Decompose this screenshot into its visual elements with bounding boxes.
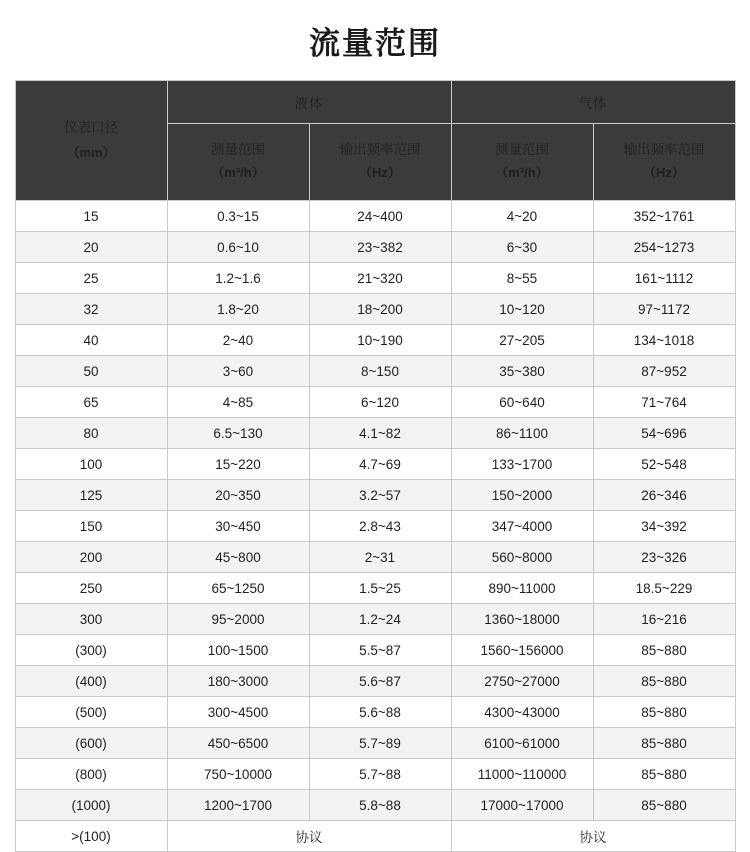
table-row	[15, 480, 735, 511]
cell-liquid-measure-range: 15~220	[167, 449, 309, 480]
header-meter-size	[15, 81, 167, 201]
cell-liquid-output-frequency: 5.6~88	[309, 697, 451, 728]
cell-liquid-output-frequency: 18~200	[309, 294, 451, 325]
cell-gas-output-frequency: 23~326	[593, 542, 735, 573]
cell-liquid-output-frequency: 5.8~88	[309, 790, 451, 821]
cell-liquid-measure-range: 180~3000	[167, 666, 309, 697]
cell-gas-output-frequency: 26~346	[593, 480, 735, 511]
table-row	[15, 511, 735, 542]
table-row	[15, 387, 735, 418]
cell-meter-size: (300)	[15, 635, 167, 666]
cell-liquid-output-frequency: 24~400	[309, 201, 451, 232]
header-liquid-output-frequency-label: 输出频率范围	[339, 142, 421, 158]
header-liquid-measure-range-unit: （m³/h）	[211, 165, 265, 181]
header-liquid-output-frequency-unit: （Hz）	[359, 165, 401, 181]
cell-liquid-output-frequency: 2~31	[309, 542, 451, 573]
cell-liquid-measure-range: 0.3~15	[167, 201, 309, 232]
cell-gas-measure-range: 1560~156000	[451, 635, 593, 666]
table-row	[15, 201, 735, 232]
cell-meter-size: 125	[15, 480, 167, 511]
table-row	[15, 821, 735, 852]
cell-meter-size: (1000)	[15, 790, 167, 821]
cell-gas-output-frequency: 34~392	[593, 511, 735, 542]
cell-meter-size: 100	[15, 449, 167, 480]
header-gas-output-frequency	[593, 124, 735, 201]
cell-liquid-output-frequency: 5.6~87	[309, 666, 451, 697]
cell-meter-size: 250	[15, 573, 167, 604]
cell-liquid-output-frequency: 4.1~82	[309, 418, 451, 449]
cell-liquid-output-frequency: 6~120	[309, 387, 451, 418]
cell-liquid-output-frequency: 3.2~57	[309, 480, 451, 511]
flow-range-table	[15, 80, 736, 852]
cell-gas-output-frequency: 85~880	[593, 790, 735, 821]
cell-liquid-measure-range: 45~800	[167, 542, 309, 573]
table-row	[15, 759, 735, 790]
cell-gas-output-frequency: 254~1273	[593, 232, 735, 263]
cell-gas-measure-range: 10~120	[451, 294, 593, 325]
cell-meter-size: 300	[15, 604, 167, 635]
cell-gas-measure-range: 8~55	[451, 263, 593, 294]
cell-meter-size: 200	[15, 542, 167, 573]
cell-liquid-measure-range: 65~1250	[167, 573, 309, 604]
cell-gas-output-frequency: 85~880	[593, 728, 735, 759]
cell-liquid-measure-range: 0.6~10	[167, 232, 309, 263]
cell-meter-size: 50	[15, 356, 167, 387]
cell-gas-output-frequency: 54~696	[593, 418, 735, 449]
cell-meter-size: 32	[15, 294, 167, 325]
cell-meter-size: 25	[15, 263, 167, 294]
cell-liquid-output-frequency: 8~150	[309, 356, 451, 387]
table-row	[15, 542, 735, 573]
cell-gas-measure-range: 27~205	[451, 325, 593, 356]
cell-liquid-output-frequency: 4.7~69	[309, 449, 451, 480]
table-head	[15, 81, 735, 201]
cell-gas-measure-range: 17000~17000	[451, 790, 593, 821]
cell-gas-output-frequency: 85~880	[593, 666, 735, 697]
table-row	[15, 635, 735, 666]
cell-liquid-output-frequency: 21~320	[309, 263, 451, 294]
table-header-row-groups	[15, 81, 735, 124]
cell-liquid-measure-range: 750~10000	[167, 759, 309, 790]
header-gas-measure-range-label: 测量范围	[495, 142, 549, 158]
cell-liquid-measure-range: 6.5~130	[167, 418, 309, 449]
header-group-liquid: 液体	[167, 81, 451, 124]
cell-meter-size: 65	[15, 387, 167, 418]
cell-gas-measure-range: 133~1700	[451, 449, 593, 480]
table-row	[15, 449, 735, 480]
page-title: 流量范围	[309, 26, 441, 61]
cell-liquid-output-frequency: 5.5~87	[309, 635, 451, 666]
cell-gas-measure-range: 4~20	[451, 201, 593, 232]
cell-gas-output-frequency: 161~1112	[593, 263, 735, 294]
cell-gas-output-frequency: 85~880	[593, 635, 735, 666]
table-row	[15, 666, 735, 697]
cell-meter-size: 40	[15, 325, 167, 356]
cell-gas-measure-range: 86~1100	[451, 418, 593, 449]
cell-liquid-measure-range: 30~450	[167, 511, 309, 542]
cell-liquid-measure-range: 4~85	[167, 387, 309, 418]
cell-liquid-measure-range: 1.2~1.6	[167, 263, 309, 294]
header-group-gas: 气体	[451, 81, 735, 124]
header-gas-measure-range	[451, 124, 593, 201]
cell-liquid-measure-range: 1.8~20	[167, 294, 309, 325]
cell-gas-output-frequency: 97~1172	[593, 294, 735, 325]
table-row	[15, 294, 735, 325]
table-row	[15, 418, 735, 449]
header-liquid-measure-range	[167, 124, 309, 201]
cell-liquid-measure-range: 2~40	[167, 325, 309, 356]
header-liquid-output-frequency	[309, 124, 451, 201]
cell-meter-size: (500)	[15, 697, 167, 728]
cell-gas-measure-range: 11000~110000	[451, 759, 593, 790]
cell-liquid-measure-range: 20~350	[167, 480, 309, 511]
cell-gas-output-frequency: 71~764	[593, 387, 735, 418]
cell-meter-size: (400)	[15, 666, 167, 697]
cell-gas-measure-range: 6~30	[451, 232, 593, 263]
cell-liquid-measure-range: 95~2000	[167, 604, 309, 635]
header-gas-output-frequency-label: 输出频率范围	[623, 142, 705, 158]
cell-gas-output-frequency: 18.5~229	[593, 573, 735, 604]
cell-liquid-measure-range: 1200~1700	[167, 790, 309, 821]
cell-liquid-output-frequency: 2.8~43	[309, 511, 451, 542]
cell-gas-output-frequency: 352~1761	[593, 201, 735, 232]
cell-meter-size: (800)	[15, 759, 167, 790]
cell-liquid-measure-range: 100~1500	[167, 635, 309, 666]
header-meter-size-unit: （mm）	[66, 144, 116, 160]
cell-gas-output-frequency: 85~880	[593, 697, 735, 728]
header-meter-size-label: 仪表口径	[64, 120, 118, 136]
cell-gas-measure-range: 2750~27000	[451, 666, 593, 697]
table-row	[15, 325, 735, 356]
table-row	[15, 728, 735, 759]
cell-gas-measure-range: 60~640	[451, 387, 593, 418]
table-row	[15, 790, 735, 821]
cell-liquid-output-frequency: 5.7~89	[309, 728, 451, 759]
cell-liquid-output-frequency: 1.5~25	[309, 573, 451, 604]
cell-meter-size: 150	[15, 511, 167, 542]
cell-meter-size: (600)	[15, 728, 167, 759]
cell-liquid-output-frequency: 23~382	[309, 232, 451, 263]
header-gas-output-frequency-unit: （Hz）	[643, 165, 685, 181]
cell-liquid-output-frequency: 1.2~24	[309, 604, 451, 635]
cell-gas-output-frequency: 134~1018	[593, 325, 735, 356]
cell-meter-size: 15	[15, 201, 167, 232]
cell-liquid-output-frequency: 5.7~88	[309, 759, 451, 790]
cell-gas-output-frequency: 52~548	[593, 449, 735, 480]
cell-meter-size: 20	[15, 232, 167, 263]
table-body	[15, 201, 735, 852]
cell-meter-size: >(100)	[15, 821, 167, 852]
cell-gas-measure-range: 4300~43000	[451, 697, 593, 728]
cell-liquid-output-frequency: 10~190	[309, 325, 451, 356]
cell-gas-measure-range: 150~2000	[451, 480, 593, 511]
table-row	[15, 697, 735, 728]
cell-gas-measure-range: 1360~18000	[451, 604, 593, 635]
cell-gas-output-frequency: 85~880	[593, 759, 735, 790]
table-row	[15, 356, 735, 387]
table-row	[15, 263, 735, 294]
cell-liquid-measure-range: 协议	[167, 821, 451, 852]
table-row	[15, 232, 735, 263]
cell-gas-measure-range: 560~8000	[451, 542, 593, 573]
cell-liquid-measure-range: 3~60	[167, 356, 309, 387]
cell-liquid-measure-range: 300~4500	[167, 697, 309, 728]
cell-gas-measure-range: 347~4000	[451, 511, 593, 542]
cell-gas-measure-range: 35~380	[451, 356, 593, 387]
header-gas-measure-range-unit: （m³/h）	[495, 165, 549, 181]
cell-gas-measure-range: 890~11000	[451, 573, 593, 604]
table-row	[15, 604, 735, 635]
cell-gas-output-frequency: 87~952	[593, 356, 735, 387]
cell-gas-output-frequency: 16~216	[593, 604, 735, 635]
cell-liquid-measure-range: 450~6500	[167, 728, 309, 759]
cell-gas-measure-range: 6100~61000	[451, 728, 593, 759]
table-row	[15, 573, 735, 604]
header-liquid-measure-range-label: 测量范围	[211, 142, 265, 158]
cell-meter-size: 80	[15, 418, 167, 449]
cell-gas-measure-range: 协议	[451, 821, 735, 852]
